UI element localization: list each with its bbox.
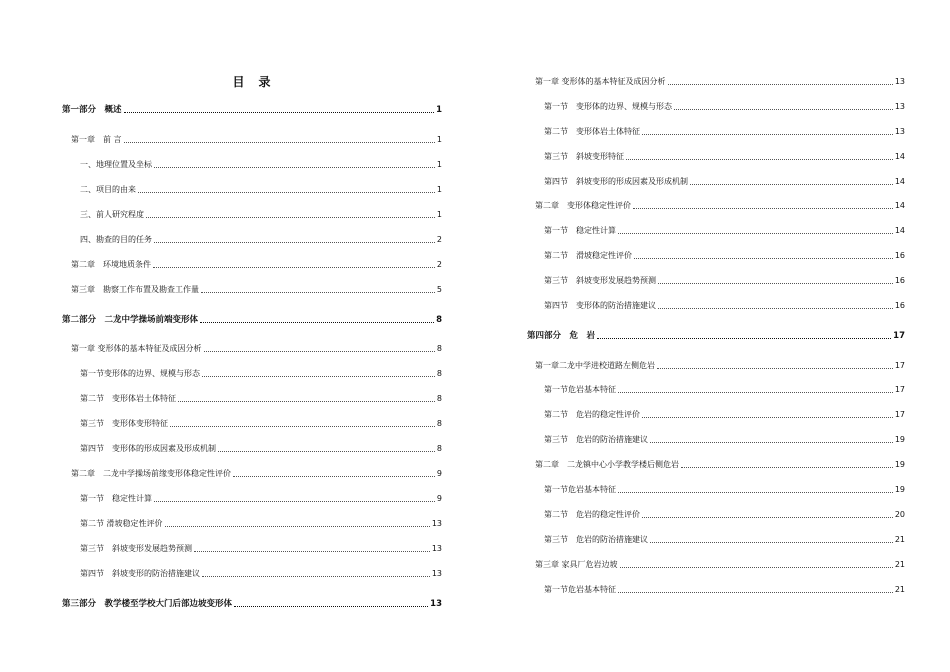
entry-title: 二、项目的由来 <box>80 185 136 194</box>
entry-title: 第一节危岩基本特征 <box>544 585 616 594</box>
dot-leader <box>618 392 893 393</box>
entry-title: 第一节危岩基本特征 <box>544 485 616 494</box>
toc-section[interactable] <box>62 565 442 579</box>
dot-leader <box>681 467 893 468</box>
entry-title: 第一部分 概述 <box>62 105 122 115</box>
entry-page: 19 <box>894 485 905 494</box>
entry-page: 13 <box>894 127 905 136</box>
entry-title: 第三节 斜坡变形发展趋势预测 <box>544 276 656 285</box>
toc-section[interactable] <box>62 181 442 195</box>
entry-page: 21 <box>894 535 905 544</box>
toc-section[interactable] <box>62 490 442 504</box>
dot-leader <box>674 109 893 110</box>
dot-leader <box>634 258 893 259</box>
dot-leader <box>170 426 435 427</box>
toc-section[interactable] <box>62 365 442 379</box>
dot-leader <box>138 192 435 193</box>
entry-page: 13 <box>430 599 442 609</box>
dot-leader <box>154 242 435 243</box>
entry-page: 14 <box>894 226 905 235</box>
entry-title: 第三章 勘察工作布置及勘查工作量 <box>71 285 199 294</box>
toc-section[interactable] <box>527 431 905 445</box>
entry-page: 21 <box>894 560 905 569</box>
entry-title: 第二节 危岩的稳定性评价 <box>544 510 640 519</box>
dot-leader <box>202 576 430 577</box>
toc-chapter[interactable] <box>62 131 442 145</box>
entry-page: 17 <box>894 385 905 394</box>
entry-title: 第四部分 危 岩 <box>527 331 596 341</box>
entry-page: 17 <box>894 410 905 419</box>
toc-section[interactable] <box>527 123 905 137</box>
entry-title: 第一章 变形体的基本特征及成因分析 <box>535 77 666 86</box>
toc-section[interactable] <box>62 206 442 220</box>
dot-leader <box>233 476 435 477</box>
entry-title: 第一章二龙中学进校道路左侧危岩 <box>535 361 655 370</box>
entry-page: 9 <box>436 494 442 503</box>
dot-leader <box>153 267 435 268</box>
entry-title: 第三节 斜坡变形发展趋势预测 <box>80 544 192 553</box>
entry-page: 8 <box>436 315 442 325</box>
dot-leader <box>633 208 893 209</box>
entry-title: 三、前人研究程度 <box>80 210 144 219</box>
entry-page: 19 <box>894 435 905 444</box>
toc-section[interactable] <box>527 581 905 595</box>
toc-part-2[interactable] <box>62 311 442 325</box>
entry-page: 8 <box>436 394 442 403</box>
toc-chapter[interactable] <box>527 456 905 470</box>
entry-title: 第三节 变形体变形特征 <box>80 419 168 428</box>
entry-title: 第二章 变形体稳定性评价 <box>535 201 631 210</box>
entry-page: 2 <box>436 260 442 269</box>
entry-page: 13 <box>431 569 442 578</box>
toc-section[interactable] <box>62 515 442 529</box>
toc-chapter[interactable] <box>62 256 442 270</box>
toc-part-1[interactable] <box>62 101 442 115</box>
toc-section[interactable] <box>527 272 905 286</box>
entry-page: 8 <box>436 344 442 353</box>
toc-section[interactable] <box>62 415 442 429</box>
entry-title: 第四节 斜坡变形的防治措施建议 <box>80 569 200 578</box>
entry-page: 8 <box>436 369 442 378</box>
entry-title: 第二节 滑坡稳定性评价 <box>544 251 632 260</box>
toc-section[interactable] <box>62 440 442 454</box>
dot-leader <box>178 401 435 402</box>
toc-section[interactable] <box>527 297 905 311</box>
toc-section[interactable] <box>62 540 442 554</box>
entry-title: 第二章 环境地质条件 <box>71 260 151 269</box>
entry-page: 17 <box>894 361 905 370</box>
dot-leader <box>124 142 435 143</box>
dot-leader <box>620 567 893 568</box>
toc-part-4[interactable] <box>527 327 905 341</box>
entry-page: 13 <box>431 519 442 528</box>
entry-page: 16 <box>894 276 905 285</box>
toc-chapter[interactable] <box>527 73 905 87</box>
toc-section[interactable] <box>527 481 905 495</box>
toc-chapter[interactable] <box>62 281 442 295</box>
dot-leader <box>650 442 893 443</box>
dot-leader <box>650 542 893 543</box>
entry-page: 14 <box>894 201 905 210</box>
dot-leader <box>690 184 893 185</box>
entry-title: 第四节 变形体的形成因素及形成机制 <box>80 444 216 453</box>
entry-page: 14 <box>894 152 905 161</box>
toc-chapter[interactable] <box>62 465 442 479</box>
entry-title: 一、地理位置及坐标 <box>80 160 152 169</box>
toc-chapter[interactable] <box>527 357 905 371</box>
entry-title: 第三节 危岩的防治措施建议 <box>544 535 648 544</box>
entry-title: 第二节 变形体岩土体特征 <box>80 394 176 403</box>
dot-leader <box>618 233 893 234</box>
toc-chapter[interactable] <box>527 556 905 570</box>
entry-page: 19 <box>894 460 905 469</box>
toc-part-3[interactable] <box>62 595 442 609</box>
toc-section[interactable] <box>62 231 442 245</box>
dot-leader <box>658 308 893 309</box>
entry-page: 20 <box>894 510 905 519</box>
entry-page: 16 <box>894 251 905 260</box>
dot-leader <box>597 338 891 339</box>
entry-page: 17 <box>893 331 905 341</box>
entry-page: 21 <box>894 585 905 594</box>
dot-leader <box>642 134 893 135</box>
dot-leader <box>204 351 435 352</box>
entry-page: 1 <box>436 105 442 115</box>
entry-title: 第三节 危岩的防治措施建议 <box>544 435 648 444</box>
dot-leader <box>200 322 434 323</box>
dot-leader <box>124 112 435 113</box>
entry-title: 第三部分 教学楼至学校大门后部边坡变形体 <box>62 599 233 609</box>
entry-page: 1 <box>436 135 442 144</box>
entry-page: 1 <box>436 210 442 219</box>
toc-chapter[interactable] <box>62 340 442 354</box>
dot-leader <box>165 526 430 527</box>
dot-leader <box>626 159 893 160</box>
entry-page: 14 <box>894 177 905 186</box>
entry-page: 13 <box>894 102 905 111</box>
entry-title: 第二节 危岩的稳定性评价 <box>544 410 640 419</box>
dot-leader <box>194 551 430 552</box>
entry-title: 第一章 变形体的基本特征及成因分析 <box>71 344 202 353</box>
dot-leader <box>668 84 893 85</box>
toc-section[interactable] <box>527 173 905 187</box>
entry-title: 第一节 稳定性计算 <box>544 226 616 235</box>
toc-section[interactable] <box>62 156 442 170</box>
entry-title: 第四节 斜坡变形的形成因素及形成机制 <box>544 177 688 186</box>
dot-leader <box>657 368 893 369</box>
dot-leader <box>234 606 428 607</box>
dot-leader <box>154 501 435 502</box>
dot-leader <box>146 217 435 218</box>
entry-page: 13 <box>431 544 442 553</box>
dot-leader <box>202 376 435 377</box>
dot-leader <box>154 167 435 168</box>
entry-title: 第二章 二龙镇中心小学教学楼后侧危岩 <box>535 460 679 469</box>
dot-leader <box>658 283 893 284</box>
entry-title: 第二部分 二龙中学操场前端变形体 <box>62 315 199 325</box>
toc-section[interactable] <box>527 222 905 236</box>
entry-page: 1 <box>436 185 442 194</box>
dot-leader <box>218 451 435 452</box>
entry-page: 8 <box>436 444 442 453</box>
dot-leader <box>618 492 893 493</box>
entry-page: 8 <box>436 419 442 428</box>
entry-title: 第二节 滑坡稳定性评价 <box>80 519 163 528</box>
toc-section[interactable] <box>62 390 442 404</box>
entry-page: 13 <box>894 77 905 86</box>
toc-section[interactable] <box>527 531 905 545</box>
entry-title: 第一节危岩基本特征 <box>544 385 616 394</box>
toc-section[interactable] <box>527 381 905 395</box>
toc-title: 目 录 <box>232 75 272 89</box>
entry-title: 第二章 二龙中学操场前缘变形体稳定性评价 <box>71 469 231 478</box>
toc-section[interactable] <box>527 98 905 112</box>
toc-section[interactable] <box>527 506 905 520</box>
entry-title: 第三章 家具厂危岩边坡 <box>535 560 618 569</box>
dot-leader <box>642 517 893 518</box>
entry-page: 5 <box>436 285 442 294</box>
toc-section[interactable] <box>527 148 905 162</box>
entry-page: 9 <box>436 469 442 478</box>
dot-leader <box>618 592 893 593</box>
dot-leader <box>642 417 893 418</box>
dot-leader <box>201 292 435 293</box>
entry-title: 第一章 前 言 <box>71 135 122 144</box>
entry-title: 第一节 稳定性计算 <box>80 494 152 503</box>
toc-section[interactable] <box>527 406 905 420</box>
entry-title: 第三节 斜坡变形特征 <box>544 152 624 161</box>
entry-title: 第二节 变形体岩土体特征 <box>544 127 640 136</box>
entry-page: 1 <box>436 160 442 169</box>
entry-title: 第四节 变形体的防治措施建议 <box>544 301 656 310</box>
entry-page: 2 <box>436 235 442 244</box>
toc-chapter[interactable] <box>527 197 905 211</box>
entry-title: 四、勘查的目的任务 <box>80 235 152 244</box>
entry-title: 第一节 变形体的边界、规模与形态 <box>544 102 672 111</box>
entry-title: 第一节变形体的边界、规模与形态 <box>80 369 200 378</box>
entry-page: 16 <box>894 301 905 310</box>
toc-section[interactable] <box>527 247 905 261</box>
